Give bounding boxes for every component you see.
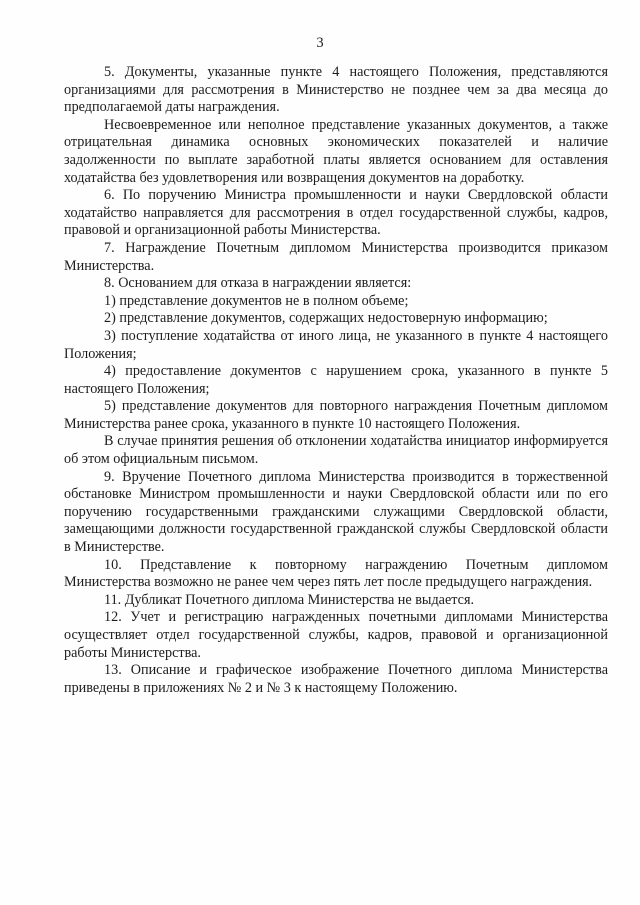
paragraph-9: 9. Вручение Почетного диплома Министерства производится в торжественной обстановке Министром промышленности и науки Свердловской области или по его поручению государственными гражданскими служащими Свердловской области, замещающими должности государственной гражданской службы Свердловской области в Министерстве. — [64, 468, 608, 556]
paragraph-5-note: Несвоевременное или неполное представление указанных документов, а также отрицательная динамика основных экономических показателей и наличие задолженности по выплате заработной платы является основанием для оставления ходатайства без удовлетворения или возвращения документов на доработку. — [64, 116, 608, 186]
paragraph-13: 13. Описание и графическое изображение Почетного диплома Министерства приведены в приложениях № 2 и № 3 к настоящему Положению. — [64, 662, 608, 696]
paragraph-8-note: В случае принятия решения об отклонении ходатайства инициатор информируется об этом официальным письмом. — [64, 433, 608, 468]
document-body — [64, 64, 608, 697]
list-item-4: 4) предоставление документов с нарушением срока, указанного в пункте 5 настоящего Положения; — [64, 363, 608, 397]
paragraph-5: 5. Документы, указанные пункте 4 настоящего Положения, представляются организациями для рассмотрения в Министерство не позднее чем за два месяца до предполагаемой даты награждения. — [64, 64, 608, 116]
paragraph-7: 7. Награждение Почетным дипломом Министерства производится приказом Министерства. — [64, 239, 608, 274]
list-item-5: 5) представление документов для повторного награждения Почетным дипломом Министерства ранее срока, указанного в пункте 10 настоящего Положения. — [64, 398, 608, 432]
list-item-2: 2) представление документов, содержащих недостоверную информацию; — [104, 310, 548, 327]
paragraph-8: 8. Основанием для отказа в награждении является: — [104, 275, 412, 292]
list-item-1: 1) представление документов не в полном объеме; — [104, 292, 409, 309]
page-number: 3 — [316, 35, 324, 51]
paragraph-6: 6. По поручению Министра промышленности и науки Свердловской области ходатайство направляется для рассмотрения в отдел государственной службы, кадров, правовой и организационной работы Министерства. — [64, 187, 608, 239]
list-item-3: 3) поступление ходатайства от иного лица, не указанного в пункте 4 настоящего Положения; — [64, 327, 608, 362]
paragraph-10: 10. Представление к повторному награждению Почетным дипломом Министерства возможно не ранее чем через пять лет после предыдущего награждения. — [64, 556, 608, 591]
paragraph-12: 12. Учет и регистрацию награжденных почетными дипломами Министерства осуществляет отдел государственной службы, кадров, правовой и организационной работы Министерства. — [64, 609, 608, 661]
paragraph-11: 11. Дубликат Почетного диплома Министерства не выдается. — [104, 591, 475, 608]
